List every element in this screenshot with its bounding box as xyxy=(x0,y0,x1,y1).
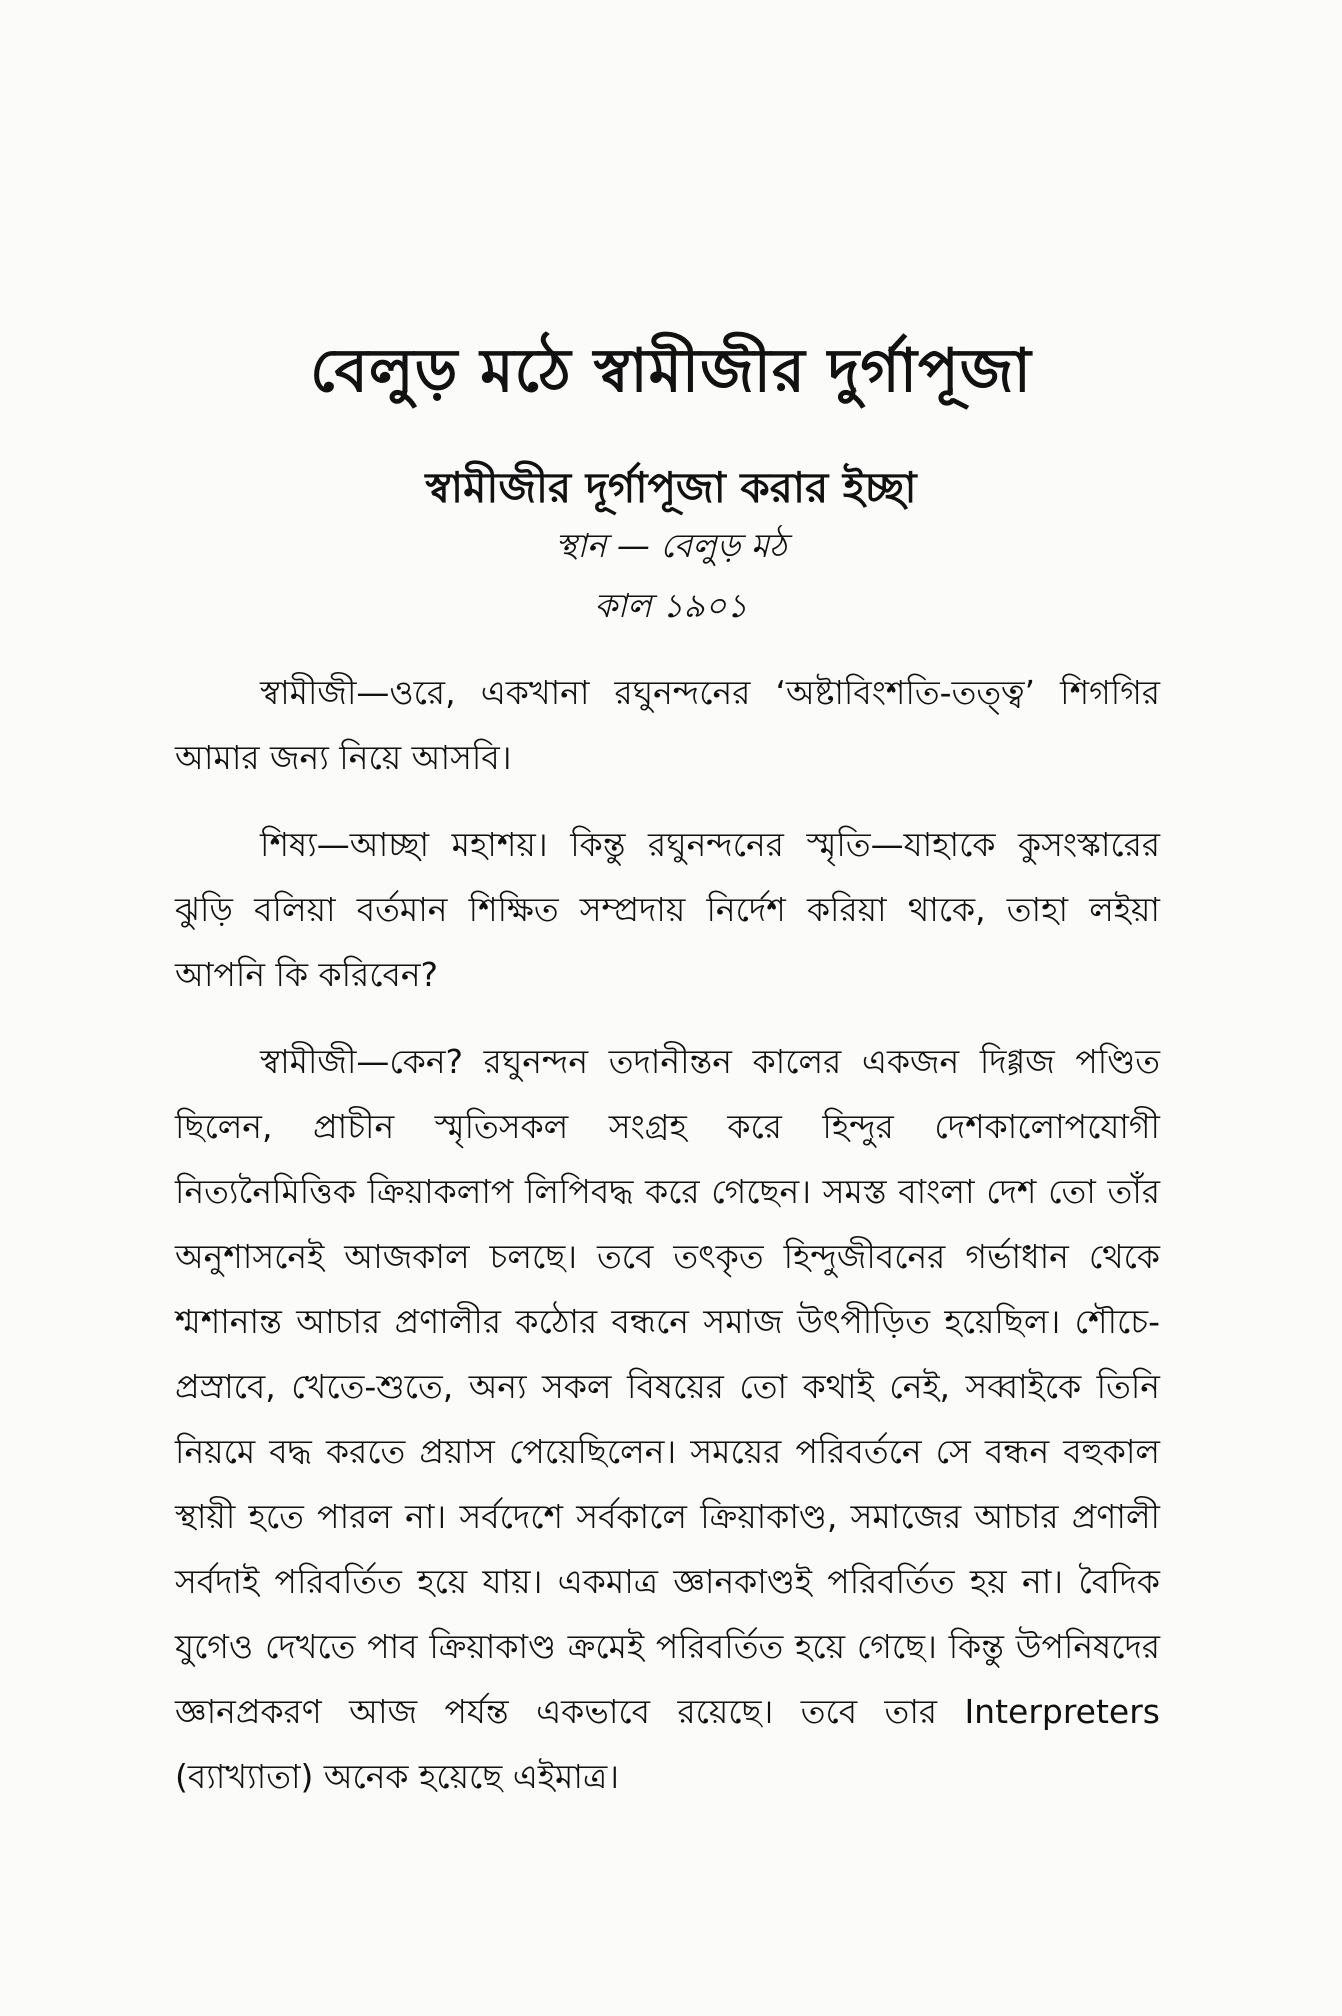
paragraph-1: স্বামীজী—ওরে, একখানা রঘুনন্দনের ‘অষ্টাবিংশতি-তত্ত্ব’ শিগগির আমার জন্য নিয়ে আসবি। xyxy=(175,673,1160,777)
paragraph-3: স্বামীজী—কেন? রঘুনন্দন তদানীন্তন কালের একজন দিগ্গজ পণ্ডিত ছিলেন, প্রাচীন স্মৃতিসকল সংগ্রহ করে হিন্দুর দেশকালোপযোগী নিত্যনৈমিত্তিক ক্রিয়াকলাপ লিপিবদ্ধ করে গেছেন। সমস্ত বাংলা দেশ তো তাঁর অনুশাসনেই আজকাল চলছে। তবে তৎকৃত হিন্দুজীবনের গর্ভাধান থেকে শ্মশানান্ত আচার প্রণালীর কঠোর বন্ধনে সমাজ উৎপীড়িত হয়েছিল। শৌচে-প্রস্রাবে, খেতে-শুতে, অন্য সকল বিষয়ের তো কথাই নেই, সব্বাইকে তিনি নিয়মে বদ্ধ করতে প্রয়াস পেয়েছিলেন। সময়ের পরিবর্তনে সে বন্ধন বহুকাল স্থায়ী হতে পারল না। সর্বদেশে সর্বকালে ক্রিয়াকাণ্ড, সমাজের আচার প্রণালী সর্বদাই পরিবর্তিত হয়ে যায়। একমাত্র জ্ঞানকাণ্ডই পরিবর্তিত হয় না। বৈদিক যুগেও দেখতে পাব ক্রিয়াকাণ্ড ক্রমেই পরিবর্তিত হয়ে গেছে। কিন্তু উপনিষদের জ্ঞানপ্রকরণ আজ পর্যন্ত একভাবে রয়েছে। তবে তার Interpreters (ব্যাখ্যাতা) অনেক হয়েছে এইমাত্র। xyxy=(175,1042,1160,1796)
chapter-title: বেলুড় মঠে স্বামীজীর দুর্গাপূজা xyxy=(310,336,1032,406)
paragraph-2: শিষ্য—আচ্ছা মহাশয়। কিন্তু রঘুনন্দনের স্মৃতি—যাহাকে কুসংস্কারের ঝুড়ি বলিয়া বর্তমান শিক্ষিত সম্প্রদায় নির্দেশ করিয়া থাকে, তাহা লইয়া আপনি কি করিবেন? xyxy=(175,825,1160,994)
section-subtitle: স্বামীজীর দূর্গাপূজা করার ইচ্ছা xyxy=(425,463,917,512)
body-text xyxy=(175,660,1160,1831)
place-line: স্থান — বেলুড় মঠ xyxy=(555,526,787,565)
time-line: কাল ১৯০১ xyxy=(594,586,748,625)
